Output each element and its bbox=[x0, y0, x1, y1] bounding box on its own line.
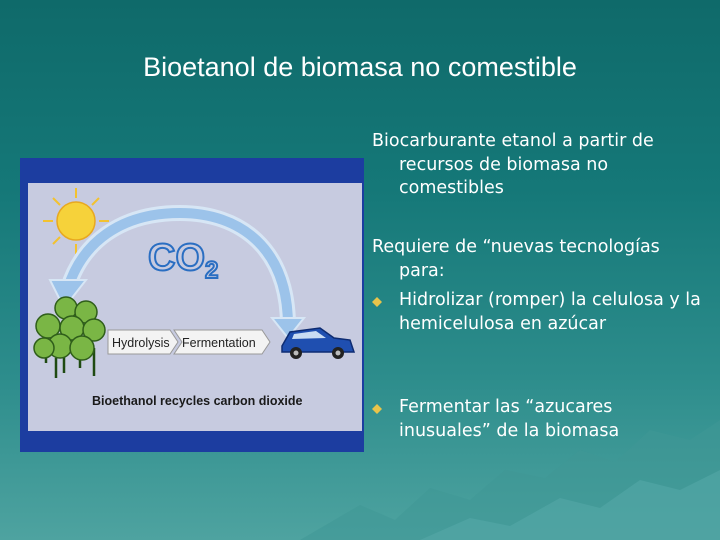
co2-label: $CO_2$ bbox=[148, 237, 219, 284]
diamond-bullet-icon bbox=[372, 404, 382, 414]
fermentation-arrow bbox=[174, 330, 270, 354]
diamond-bullet-icon bbox=[372, 297, 382, 307]
paragraph-1: Biocarburante etanol a partir de recursos de biomasa no comestibles bbox=[372, 131, 654, 198]
figure-caption: Bioethanol recycles carbon dioxide bbox=[92, 394, 303, 408]
bioethanol-diagram bbox=[20, 158, 364, 452]
svg-text:Fermentation: Fermentation bbox=[182, 336, 256, 350]
trees-icon bbox=[34, 297, 105, 378]
bullet-item-2 bbox=[372, 396, 702, 443]
bullet-item-1 bbox=[372, 289, 702, 336]
bullet-text-2: Fermentar las “azucares inusuales” de la biomasa bbox=[399, 397, 620, 441]
svg-text:Hydrolysis: Hydrolysis bbox=[112, 336, 170, 350]
hydrolysis-arrow bbox=[108, 330, 178, 354]
car-icon bbox=[282, 328, 354, 359]
slide-title: Bioetanol de biomasa no comestible bbox=[143, 52, 577, 82]
paragraph-2-block bbox=[372, 236, 702, 283]
paragraph-2: Requiere de “nuevas tecnologías para: bbox=[372, 237, 660, 281]
paragraph-1-block bbox=[372, 130, 702, 201]
bullet-text-1: Hidrolizar (romper) la celulosa y la hemicelulosa en azúcar bbox=[399, 290, 701, 334]
